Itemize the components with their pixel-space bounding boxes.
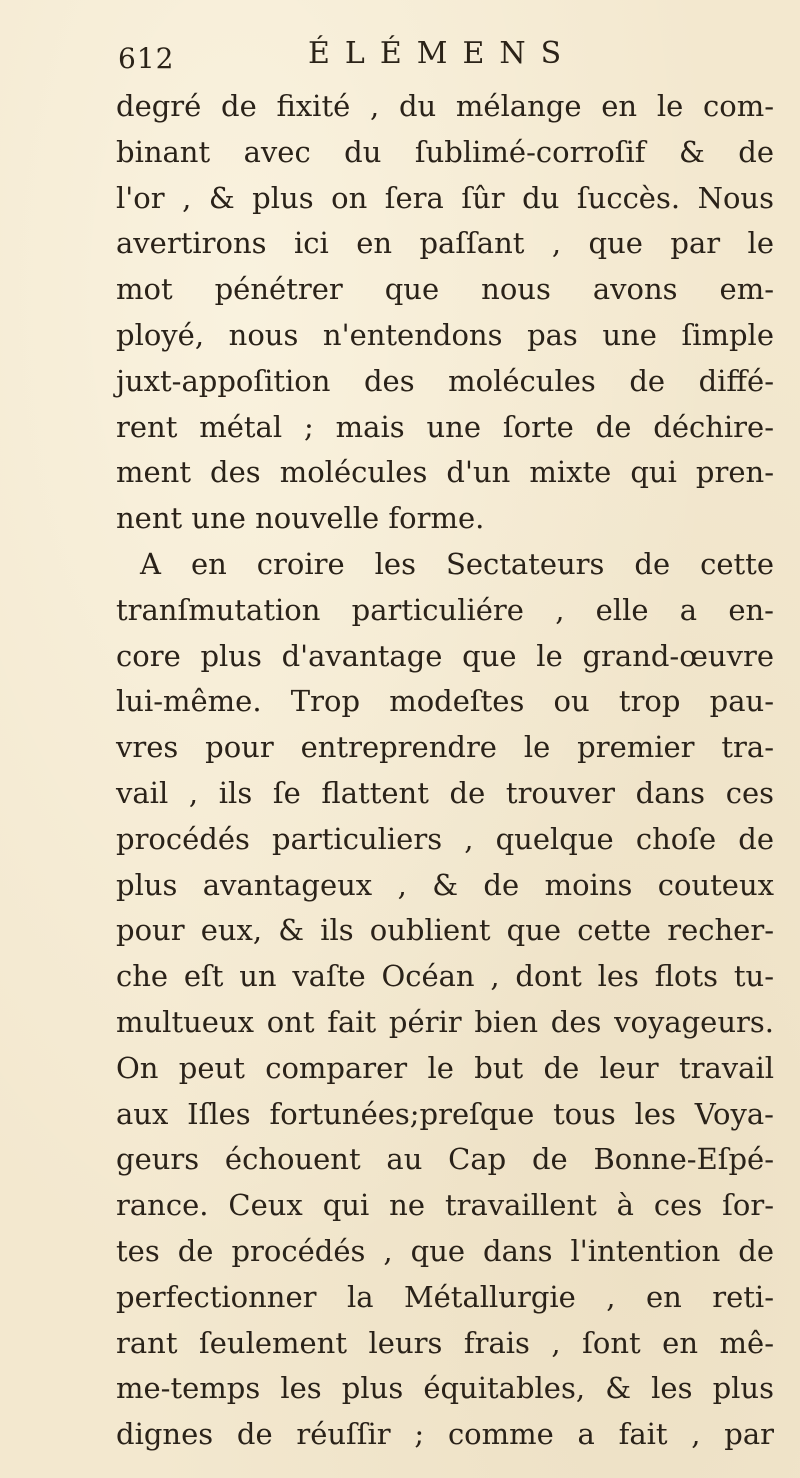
text-line: plus avantageux , & de moins couteux — [116, 867, 774, 902]
text-line: mot pénétrer que nous avons em- — [116, 272, 774, 307]
text-line: juxt-appoſition des molécules de diffé- — [116, 363, 774, 398]
text-line: core plus d'avantage que le grand-œuvre — [116, 638, 774, 673]
text-line: pour eux, & ils oublient que cette recher- — [116, 913, 774, 948]
text-line: perfectionner la Métallurgie , en reti- — [116, 1279, 774, 1314]
text-line: me-temps les plus équitables, & les plus — [116, 1371, 774, 1406]
text-line: tranſmutation particuliére , elle a en- — [116, 592, 774, 627]
text-line: multueux ont fait périr bien des voyageurs. — [116, 1004, 774, 1039]
running-title: ÉLÉMENS — [308, 36, 577, 71]
text-line: l'or , & plus on ſera ſûr du ſuccès. Nous — [116, 180, 774, 215]
page-header — [118, 36, 638, 86]
page-number: 612 — [118, 42, 175, 75]
text-line: ployé, nous n'entendons pas une ſimple — [116, 317, 774, 352]
text-line: nent une nouvelle forme. — [116, 501, 485, 536]
text-line: procédés particuliers , quelque choſe de — [116, 821, 774, 856]
body-text — [116, 84, 774, 1458]
text-line: lui-même. Trop modeſtes ou trop pau- — [116, 684, 774, 719]
text-line: rant ſeulement leurs frais , ſont en mê- — [116, 1325, 774, 1360]
text-line: tes de procédés , que dans l'intention de — [116, 1233, 774, 1268]
text-line: avertirons ici en paſſant , que par le — [116, 226, 774, 261]
text-line: vail , ils ſe flattent de trouver dans ces — [116, 775, 774, 810]
text-line: dignes de réuſſir ; comme a fait , par — [116, 1417, 774, 1452]
text-line: che eſt un vaſte Océan , dont les flots tu- — [116, 959, 774, 994]
text-line: aux Iſles fortunées;preſque tous les Voya- — [116, 1096, 774, 1131]
text-line: geurs échouent au Cap de Bonne-Eſpé- — [116, 1142, 774, 1177]
text-line: On peut comparer le but de leur travail — [116, 1050, 774, 1085]
text-line: A en croire les Sectateurs de cette — [140, 546, 774, 581]
text-line: rance. Ceux qui ne travaillent à ces ſor- — [116, 1188, 774, 1223]
text-line: degré de fixité , du mélange en le com- — [116, 89, 774, 123]
text-line: ment des molécules d'un mixte qui pren- — [116, 455, 774, 490]
text-line: binant avec du ſublimé-corroſif & de — [116, 134, 774, 169]
text-line: rent métal ; mais une ſorte de déchire- — [116, 409, 774, 444]
text-line: vres pour entreprendre le premier tra- — [116, 730, 774, 765]
